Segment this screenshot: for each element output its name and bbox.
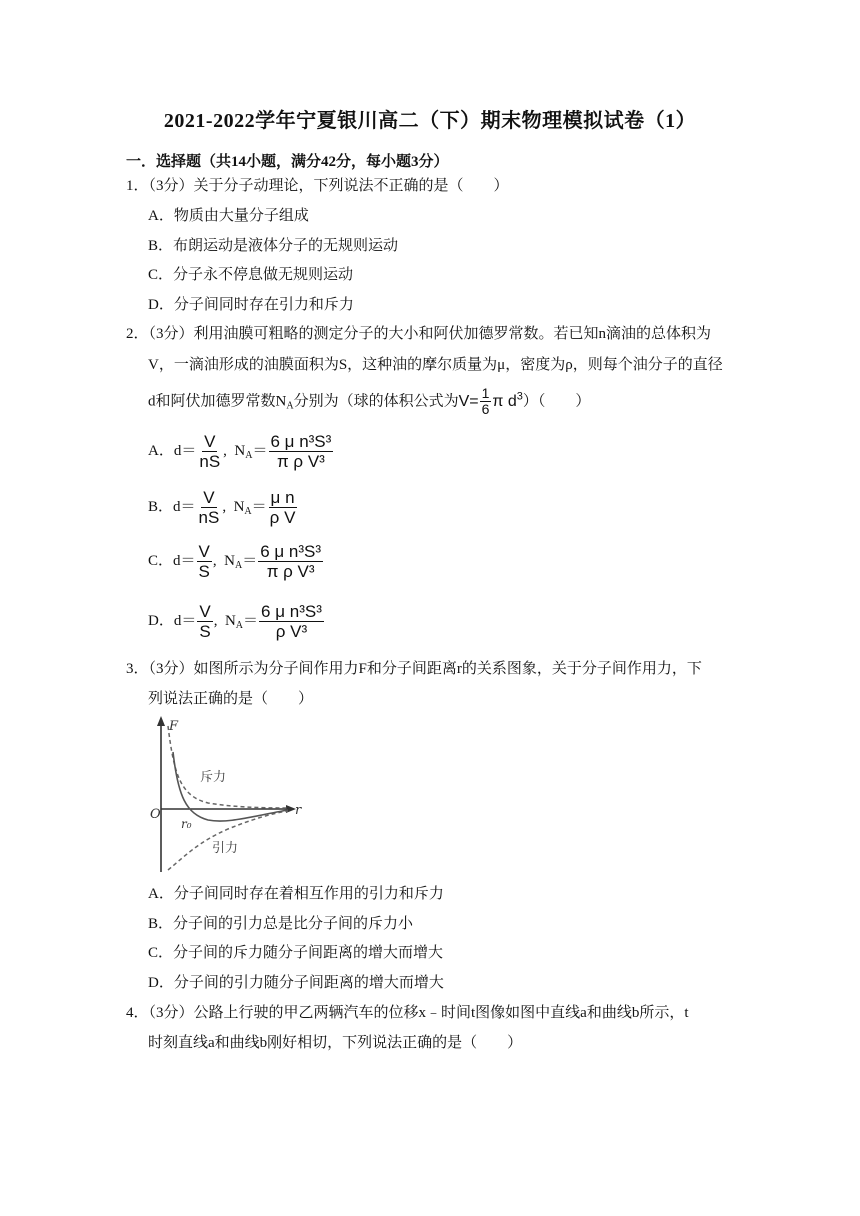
q1-option-b[interactable]: B．布朗运动是液体分子的无规则运动 — [148, 238, 399, 254]
r-axis-label: r — [295, 803, 302, 818]
q1-stem: 1．（3分）关于分子动理论，下列说法不正确的是（ ） — [126, 178, 509, 194]
na-denominator: π ρ V³ — [276, 452, 325, 471]
q3-option-a[interactable]: A．分子间同时存在着相互作用的引力和斥力 — [148, 886, 444, 902]
force-distance-graph — [148, 714, 308, 876]
net-force-curve — [173, 752, 288, 821]
volume-frac-den: 6 — [481, 401, 490, 417]
d-numerator: V — [204, 432, 216, 451]
y-axis-arrow — [157, 716, 165, 726]
option-letter: B． — [148, 498, 174, 515]
repulsion-curve — [168, 726, 288, 808]
na-fraction — [259, 602, 324, 641]
na-numerator: μ n — [270, 488, 295, 507]
q1-option-d[interactable]: D．分子间同时存在引力和斥力 — [148, 297, 354, 313]
d-label: d＝ — [173, 498, 196, 515]
option-letter: C． — [148, 552, 174, 569]
q2-option-c[interactable]: C．d＝ $\frac{V}{S}$ , $N_A=$ $\frac{\text{6 μ n³S³}}{\text{π ρ V³}}$ — [148, 542, 322, 581]
na-label: N — [224, 612, 236, 629]
na-fraction — [258, 542, 323, 581]
na-subscript: A — [235, 619, 244, 631]
d-numerator: V — [199, 602, 211, 621]
na-subscript: A — [234, 559, 243, 571]
volume-fraction — [480, 386, 492, 417]
d-numerator: V — [198, 542, 210, 561]
q2-line2: V，一滴油形成的油膜面积为S，这种油的摩尔质量为μ，密度为ρ，则每个油分子的直径 — [148, 357, 723, 373]
volume-frac-num: 1 — [481, 385, 490, 401]
d-denominator: S — [198, 562, 210, 581]
na-label: N — [224, 552, 235, 569]
na-label: N — [233, 498, 245, 515]
q2-option-d[interactable]: D．d＝ $\frac{V}{S}$ , $N_A=$ $\frac{\text{6 μ n³S³}}{\text{ρ V³}}$ — [148, 602, 322, 641]
q2-na-subscript: A — [286, 400, 294, 412]
r0-label: r₀ — [181, 817, 192, 831]
d-numerator: V — [203, 488, 215, 507]
na-denominator: π ρ V³ — [266, 562, 315, 581]
d-denominator: nS — [198, 508, 220, 527]
attraction-label: 引力 — [212, 841, 239, 856]
na-denominator: ρ V — [269, 508, 296, 527]
q2-option-b[interactable]: B．d＝ $\frac{V}{nS}$ , $N_A=$ $\frac{\text{μ n}}{\text{ρ V}}$ — [148, 488, 296, 527]
na-subscript: A — [244, 505, 252, 517]
q3-option-b[interactable]: B．分子间的引力总是比分子间的斥力小 — [148, 916, 414, 932]
q2-line3-pre: d和阿伏加德罗常数N — [148, 393, 287, 410]
d-fraction — [197, 432, 222, 471]
q1-option-c[interactable]: C．分子永不停息做无规则运动 — [148, 267, 354, 283]
na-numerator: 6 μ n³S³ — [261, 602, 322, 621]
q1-option-a[interactable]: A．物质由大量分子组成 — [148, 208, 309, 224]
q2-line3 — [148, 386, 590, 417]
na-equals: ＝ — [242, 552, 258, 569]
d-fraction — [197, 542, 212, 581]
na-equals: ＝ — [252, 442, 268, 459]
q2-line3-post: ）（ ） — [522, 393, 591, 410]
sphere-volume-formula — [458, 385, 523, 417]
na-equals: ＝ — [243, 612, 259, 629]
volume-lhs: V= — [458, 392, 479, 410]
d-label: d＝ — [173, 552, 196, 569]
q3-line1: 3．（3分）如图所示为分子间作用力F和分子间距离r的关系图象，关于分子间作用力，下 — [126, 661, 702, 677]
volume-rhs: π d — [492, 392, 517, 410]
na-denominator: ρ V³ — [275, 622, 308, 641]
q3-option-d[interactable]: D．分子间的引力随分子间距离的增大而增大 — [148, 975, 444, 991]
q3-line2: 列说法正确的是（ ） — [148, 691, 314, 707]
q2-option-a[interactable]: A．d＝ $\frac{V}{nS}$ , $N_A=$ $\frac{\text{6 μ n³S³}}{\text{π ρ V³}}$ — [148, 432, 332, 471]
q3-option-c[interactable]: C．分子间的斥力随分子间距离的增大而增大 — [148, 945, 444, 961]
d-fraction — [197, 602, 212, 641]
na-numerator: 6 μ n³S³ — [260, 542, 322, 561]
na-fraction — [268, 488, 298, 527]
option-letter: D． — [148, 612, 174, 629]
d-fraction — [197, 488, 222, 527]
q4-line1: 4．（3分）公路上行驶的甲乙两辆汽车的位移x﹣时间t图像如图中直线a和曲线b所示，t — [126, 1005, 689, 1021]
d-label: d＝ — [173, 612, 197, 629]
volume-exponent: 3 — [516, 390, 523, 403]
repulsion-label: 斥力 — [200, 770, 227, 785]
d-denominator: S — [199, 622, 211, 641]
section-heading: 一．选择题（共14小题，满分42分，每小题3分） — [126, 154, 449, 170]
f-axis-label: F — [169, 719, 179, 734]
d-denominator: nS — [199, 452, 221, 471]
d-label: d＝ — [173, 442, 197, 459]
na-equals: ＝ — [251, 498, 267, 515]
na-numerator: 6 μ n³S³ — [270, 432, 332, 451]
origin-label: O — [150, 807, 161, 822]
option-letter: A． — [148, 442, 174, 459]
q2-line1: 2．（3分）利用油膜可粗略的测定分子的大小和阿伏加德罗常数。若已知n滴油的总体积为 — [126, 326, 712, 342]
q4-line2: 时刻直线a和曲线b刚好相切，下列说法正确的是（ ） — [148, 1035, 523, 1051]
q2-line3-mid: 分别为（球的体积公式为 — [293, 393, 459, 410]
na-fraction — [269, 432, 334, 471]
na-subscript: A — [245, 449, 253, 461]
page-title: 2021-2022学年宁夏银川高二（下）期末物理模拟试卷（1） — [163, 110, 697, 132]
na-label: N — [234, 442, 246, 459]
